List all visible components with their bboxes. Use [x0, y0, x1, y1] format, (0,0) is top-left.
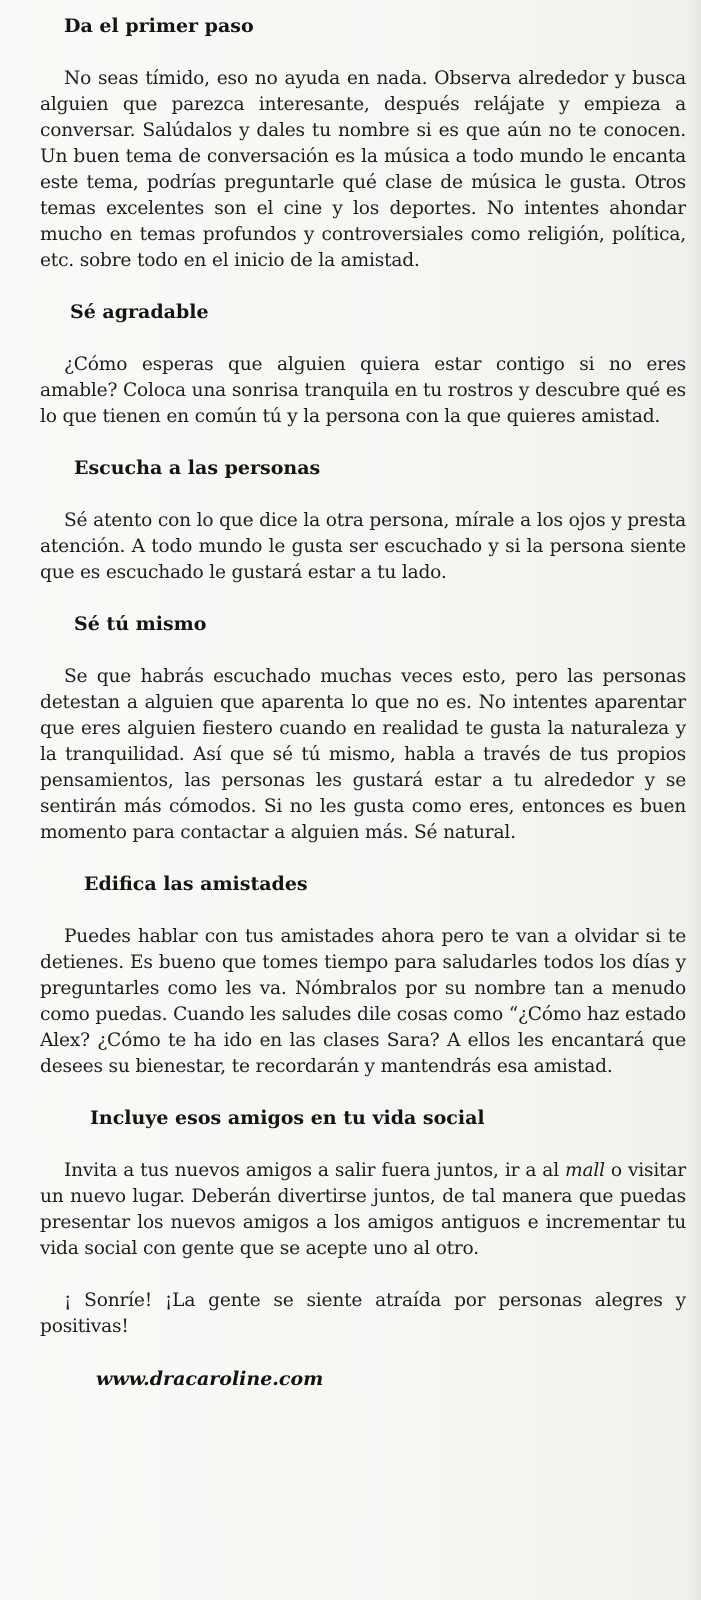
article: [40, 14, 686, 1390]
paragraph-edifica: Puedes hablar con tus amistades ahora pero te van a olvidar si te detienes. Es bueno que tomes tiempo para saludarles todos los días y preguntarles como les va. Nómbralos por su nombre tan a menudo como puedas. Cuando les saludes dile cosas como “¿Cómo haz estado Alex? ¿Cómo te ha ido en las clases Sara? A ellos les encantará que desees su bienestar, te recordarán y mantendrás esa amistad.: [40, 926, 686, 1077]
paragraph-tu-mismo: Se que habrás escuchado muchas veces esto, pero las personas detestan a alguien que aparenta lo que no es. No intentes aparentar que eres alguien fiestero cuando en realidad te gusta la naturaleza y la tranquilidad. Así que sé tú mismo, habla a través de tus propios pensamientos, las personas les gustará estar a tu alrededor y se sentirán más cómodos. Si no les gusta como eres, entonces es buen momento para contactar a alguien más. Sé natural.: [40, 666, 686, 843]
heading-vida-social: Incluye esos amigos en tu vida social: [90, 1107, 485, 1129]
section-escucha: [40, 456, 686, 586]
paragraph-vida-social-text-2: o visitar un nuevo lugar. Deberán divertirse juntos, de tal manera que puedas presentar los nuevos amigos a los amigos antiguos e incrementar tu vida social con gente que se acepte uno al otro.: [40, 1160, 686, 1259]
paragraph-vida-social-text-1: Invita a tus nuevos amigos a salir fuera juntos, ir a al: [64, 1160, 566, 1181]
heading-primer-paso: Da el primer paso: [64, 15, 254, 37]
section-vida-social: [40, 1106, 686, 1262]
heading-agradable: Sé agradable: [70, 301, 209, 323]
paragraph-vida-social: [40, 1158, 686, 1262]
page-edge-shadow: [687, 0, 701, 1600]
heading-edifica: Edifica las amistades: [84, 873, 308, 895]
section-edifica: [40, 872, 686, 1080]
section-tu-mismo: [40, 612, 686, 846]
closing-paragraph: ¡ Sonríe! ¡La gente se siente atraída por personas alegres y positivas!: [40, 1290, 686, 1337]
heading-tu-mismo: Sé tú mismo: [74, 613, 207, 635]
section-agradable: [40, 300, 686, 430]
paragraph-primer-paso: No seas tímido, eso no ayuda en nada. Observa alrededor y busca alguien que parezca interesante, después relájate y empieza a conversar. Salúdalos y dales tu nombre si es que aún no te conocen. Un buen tema de conversación es la música a todo mundo le encanta este tema, podrías preguntarle qué clase de música le gusta. Otros temas excelentes son el cine y los deportes. No intentes ahondar mucho en temas profundos y controversiales como religión, política, etc. sobre todo en el inicio de la amistad.: [40, 68, 686, 271]
paragraph-agradable: ¿Cómo esperas que alguien quiera estar contigo si no eres amable? Coloca una sonrisa tranquila en tu rostros y descubre qué es lo que tienen en común tú y la persona con la que quieres amistad.: [40, 354, 686, 427]
paragraph-escucha: Sé atento con lo que dice la otra persona, mírale a los ojos y presta atención. A todo mundo le gusta ser escuchado y si la persona siente que es escuchado le gustará estar a tu lado.: [40, 510, 686, 583]
website-credit: www.dracaroline.com: [96, 1368, 324, 1390]
heading-escucha: Escucha a las personas: [74, 457, 321, 479]
section-primer-paso: [40, 14, 686, 274]
paragraph-vida-social-emphasis: mall: [565, 1160, 605, 1181]
